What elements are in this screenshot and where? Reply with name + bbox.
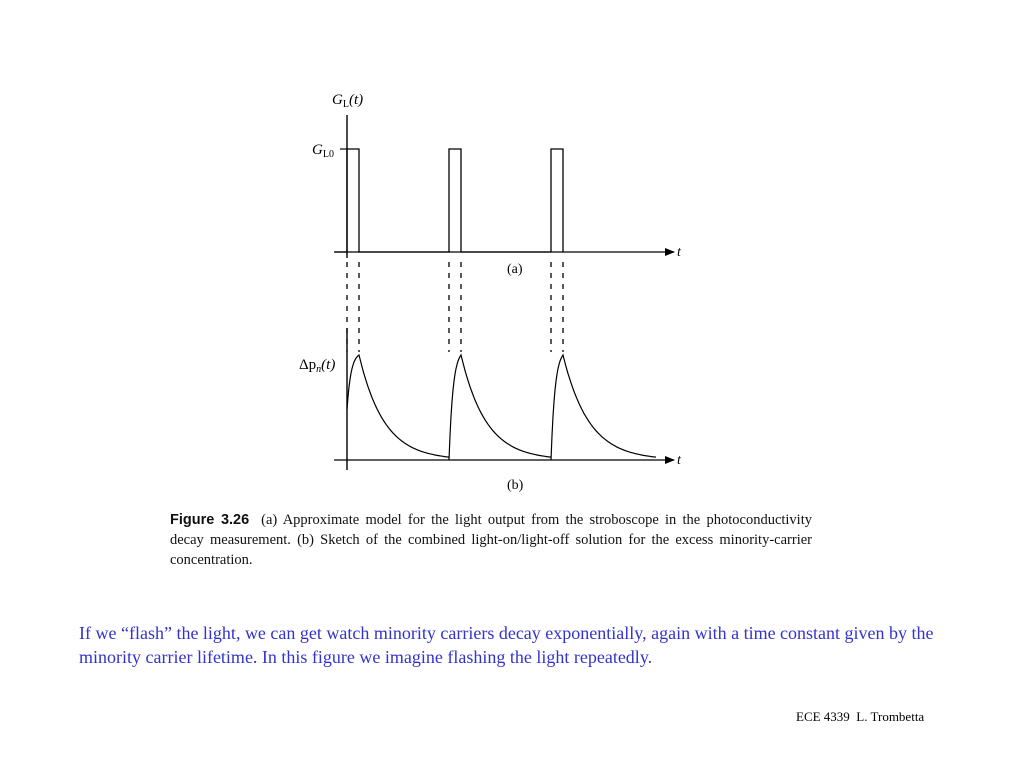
pulse-guide-lines [347,262,563,352]
figure-number: Figure 3.26 [170,512,250,528]
top-y-label: $G_L(t)$ [332,92,364,110]
panel-label-b: (b) [507,478,524,493]
level-label: $G_{L0}$ [312,142,334,160]
caption-text: (a) Approximate model for the light output from the stroboscope in the photoconductivity decay measurement. (b) Sketch of the combined light-on/light-off solution for the excess minority-carrier concentration. [170,512,812,568]
panel-label-a: (a) [507,262,523,277]
explanation-text: If we “flash” the light, we can get watch minority carriers decay exponentially, again with a time constant given by the minority carrier lifetime. In this figure we imagine flashing the light repeatedly. [79,623,934,667]
light-pulses [335,149,563,252]
bottom-y-label: $\Delta p_n(t)$ [299,357,336,375]
top-chart [312,92,682,277]
bottom-x-label: t [677,453,681,468]
footer-course-label: ECE 4339 L. Trombetta [796,709,925,724]
bottom-chart [299,328,682,493]
figure-caption [170,510,812,570]
carrier-decay-curve [347,355,656,460]
top-x-label: t [677,245,681,260]
